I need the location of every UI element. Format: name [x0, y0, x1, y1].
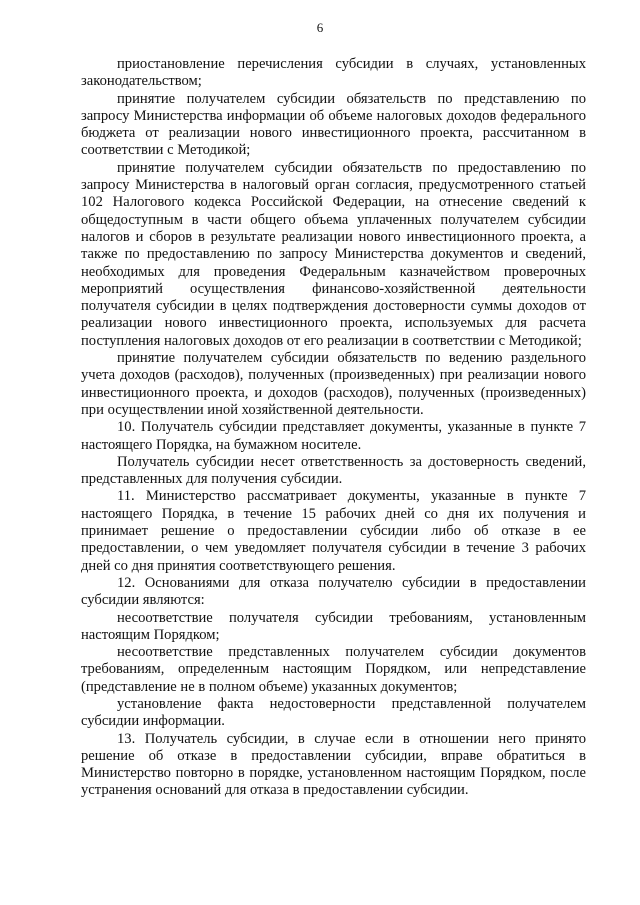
paragraph-item-13: 13. Получатель субсидии, в случае если в отношении него принято решение об отказе в предоставлении субсидии, вправе обратиться в Министерство повторно в порядке, установленном настоящим Порядком, после устранения оснований для отказа в предоставлении субсидии. [81, 730, 586, 799]
paragraph-responsibility: Получатель субсидии несет ответственность за достоверность сведений, представленных для получения субсидии. [81, 453, 586, 488]
paragraph-suspension: приостановление перечисления субсидии в случаях, установленных законодательством; [81, 56, 586, 90]
paragraph-refusal-ground-3: установление факта недостоверности представленной получателем субсидии информации. [81, 695, 586, 730]
paragraph-obligation-consent: принятие получателем субсидии обязательств по предоставлению по запросу Министерства в налоговый орган согласия, предусмотренного статьей 102 Налогового кодекса Российской Федерации, на отнесение сведений к общедоступным в части общего объема уплаченных получателем субсидии налогов и сборов в результате реализации нового инвестиционного проекта, а также по предоставлению по запросу Министерства документов и сведений, необходимых для проведения Федеральным казначейством проверочных мероприятий осуществления финансово-хозяйственной деятельности получателя субсидии в целях подтверждения достоверности суммы доходов от реализации нового инвестиционного проекта, используемых для расчета поступления налоговых доходов от его реализации в соответствии с Методикой; [81, 159, 586, 349]
document-body [81, 56, 586, 800]
paragraph-item-11: 11. Министерство рассматривает документы, указанные в пункте 7 настоящего Порядка, в течение 15 рабочих дней со дня их получения и принимает решение о предоставлении субсидии либо об отказе в ее предоставлении, о чем уведомляет получателя субсидии в течение 3 рабочих дней со дня принятия соответствующего решения. [81, 488, 586, 574]
paragraph-obligation-separate-accounting: принятие получателем субсидии обязательств по ведению раздельного учета доходов (расходов), полученных (произведенных) при реализации нового инвестиционного проекта, и доходов (расходов), полученных (произведенных) при осуществлении иной хозяйственной деятельности. [81, 350, 586, 418]
paragraph-refusal-ground-2: несоответствие представленных получателем субсидии документов требованиям, определенным настоящим Порядком, или непредставление (представление не в полном объеме) указанных документов; [81, 644, 586, 695]
paragraph-refusal-ground-1: несоответствие получателя субсидии требованиям, установленным настоящим Порядком; [81, 609, 586, 643]
paragraph-item-10: 10. Получатель субсидии представляет документы, указанные в пункте 7 настоящего Порядка, на бумажном носителе. [81, 419, 586, 453]
page-number: 6 [316, 20, 324, 35]
paragraph-item-12: 12. Основаниями для отказа получателю субсидии в предоставлении субсидии являются: [81, 574, 586, 609]
paragraph-obligation-information: принятие получателем субсидии обязательств по представлению по запросу Министерства информации об объеме налоговых доходов федерального бюджета от реализации нового инвестиционного проекта, рассчитанном в соответствии с Методикой; [81, 90, 586, 159]
